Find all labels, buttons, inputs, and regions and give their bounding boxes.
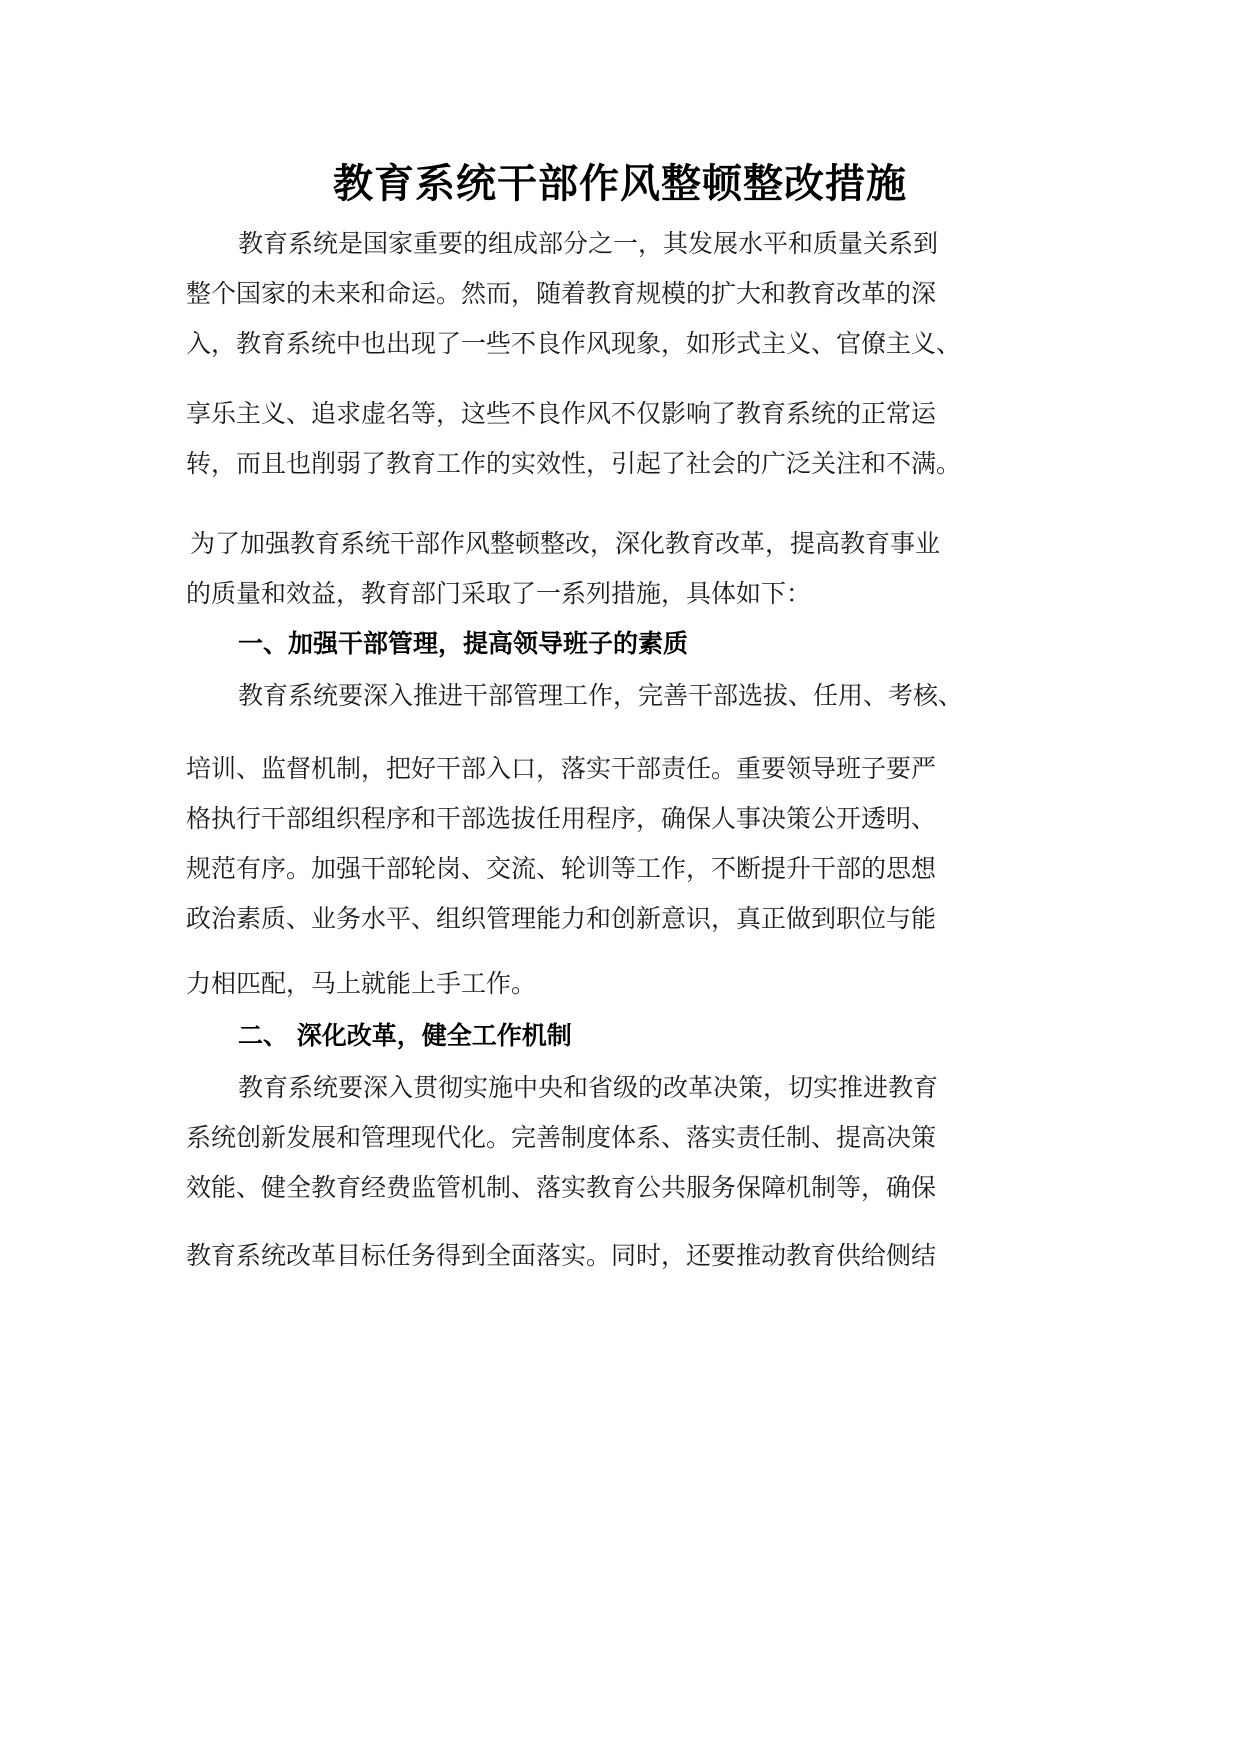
paragraph-line: 力相匹配，马上就能上手工作。 <box>186 969 537 998</box>
document-title: 教育系统干部作风整顿整改措施 <box>333 161 907 207</box>
paragraph-line: 政治素质、业务水平、组织管理能力和创新意识，真正做到职位与能 <box>186 904 937 933</box>
paragraph-line: 为了加强教育系统干部作风整顿整改，深化教育改革，提高教育事业 <box>190 529 941 558</box>
section-heading-1: 一、加强干部管理，提高领导班子的素质 <box>238 629 689 658</box>
paragraph-line: 格执行干部组织程序和干部选拔任用程序，确保人事决策公开透明、 <box>186 804 937 833</box>
paragraph-line: 享乐主义、追求虚名等，这些不良作风不仅影响了教育系统的正常运 <box>186 399 937 428</box>
paragraph-line: 规范有序。加强干部轮岗、交流、轮训等工作，不断提升干部的思想 <box>186 854 937 883</box>
paragraph-line: 入，教育系统中也出现了一些不良作风现象，如形式主义、官僚主义、 <box>186 329 962 358</box>
paragraph-line: 教育系统要深入推进干部管理工作，完善干部选拔、任用、考核、 <box>238 681 964 710</box>
section-heading-2: 二、 深化改革，健全工作机制 <box>238 1021 572 1050</box>
paragraph-line: 的质量和效益，教育部门采取了一系列措施，具体如下： <box>186 579 812 608</box>
paragraph-line: 系统创新发展和管理现代化。完善制度体系、落实责任制、提高决策 <box>186 1123 937 1152</box>
paragraph-line: 教育系统是国家重要的组成部分之一，其发展水平和质量关系到 <box>238 229 939 258</box>
paragraph-line: 整个国家的未来和命运。然而，随着教育规模的扩大和教育改革的深 <box>186 279 937 308</box>
paragraph-line: 效能、健全教育经费监管机制、落实教育公共服务保障机制等，确保 <box>186 1173 937 1202</box>
paragraph-line: 转，而且也削弱了教育工作的实效性，引起了社会的广泛关注和不满。 <box>186 449 962 478</box>
paragraph-line: 教育系统要深入贯彻实施中央和省级的改革决策，切实推进教育 <box>238 1073 939 1102</box>
paragraph-line: 培训、监督机制，把好干部入口，落实干部责任。重要领导班子要严 <box>186 754 937 783</box>
paragraph-line: 教育系统改革目标任务得到全面落实。同时，还要推动教育供给侧结 <box>186 1241 937 1270</box>
